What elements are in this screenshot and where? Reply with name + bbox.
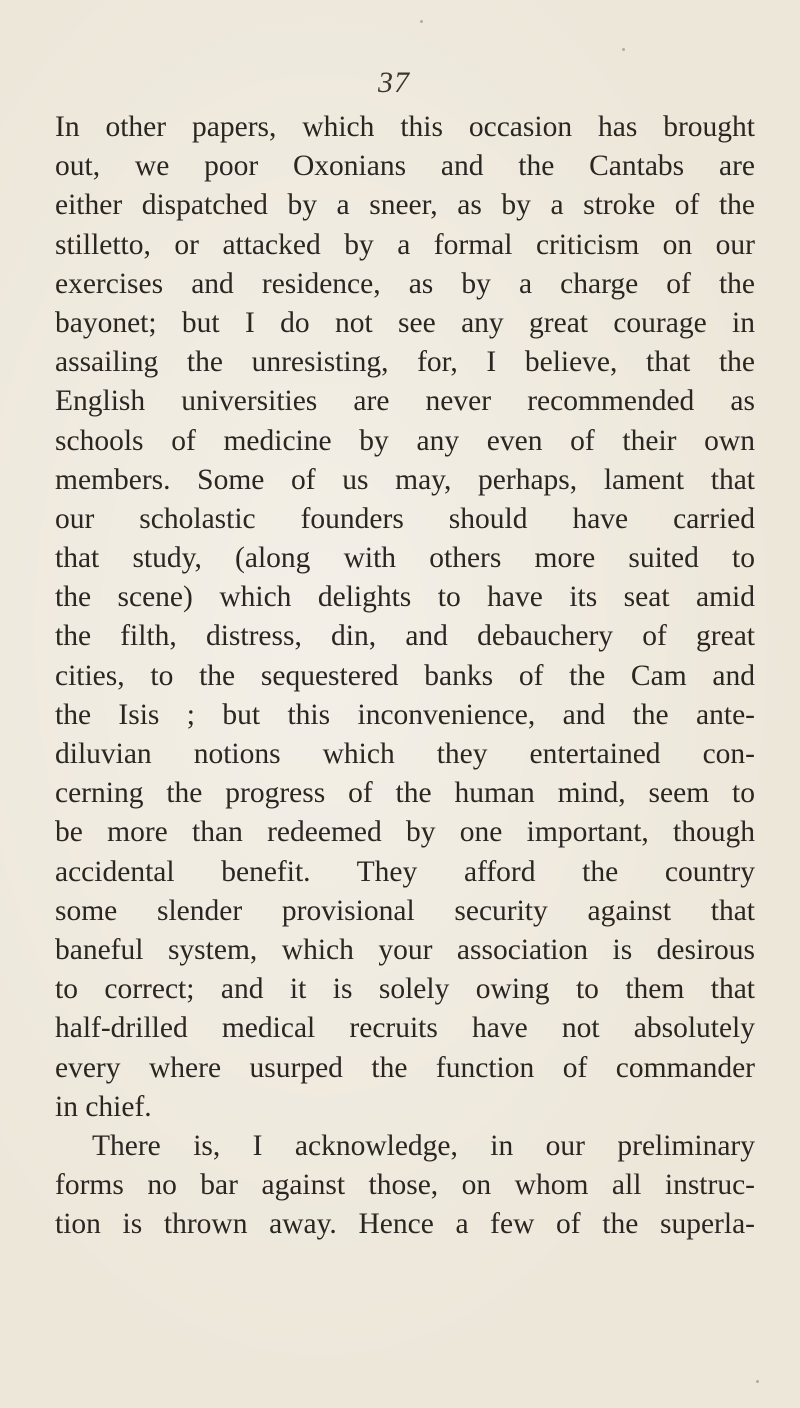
paper-speck [420, 20, 423, 23]
text-line: some slender provisional security against that [55, 894, 755, 927]
text-line: cities, to the sequestered banks of the Cam and [55, 659, 755, 692]
text-line: in chief. [55, 1090, 152, 1123]
text-line: exercises and residence, as by a charge of the [55, 267, 755, 300]
text-line: either dispatched by a sneer, as by a stroke of the [55, 189, 755, 222]
text-line: In other papers, which this occasion has brought [55, 111, 755, 143]
text-line: the filth, distress, din, and debauchery of great [55, 620, 755, 653]
text-line: the scene) which delights to have its seat amid [55, 581, 755, 614]
paper-speck [622, 48, 625, 51]
text-line: schools of medicine by any even of their own [55, 424, 755, 457]
text-line: be more than redeemed by one important, though [55, 816, 755, 849]
text-line: to correct; and it is solely owing to them that [55, 973, 755, 1006]
text-line: cerning the progress of the human mind, seem to [55, 777, 755, 810]
text-line: that study, (along with others more suited to [55, 542, 755, 575]
text-line: accidental benefit. They afford the country [55, 855, 755, 888]
text-line: out, we poor Oxonians and the Cantabs are [55, 150, 755, 183]
text-line: half-drilled medical recruits have not absolutely [55, 1012, 755, 1045]
page-number: 37 [378, 66, 410, 99]
text-line: the Isis ; but this inconvenience, and the ante- [55, 698, 755, 731]
text-line: tion is thrown away. Hence a few of the superla- [55, 1208, 755, 1241]
text-line: baneful system, which your association is desirous [55, 933, 755, 966]
text-line: every where usurped the function of commander [55, 1051, 755, 1084]
body-text [55, 108, 755, 1244]
text-line: diluvian notions which they entertained con- [55, 738, 755, 770]
text-line: members. Some of us may, perhaps, lament that [55, 463, 755, 496]
text-line: stilletto, or attacked by a formal criticism on our [55, 228, 755, 261]
text-line: forms no bar against those, on whom all instruc- [55, 1169, 755, 1202]
text-line: assailing the unresisting, for, I believe, that the [55, 346, 755, 379]
text-line: our scholastic founders should have carried [55, 502, 755, 535]
text-line: bayonet; but I do not see any great courage in [55, 306, 755, 339]
paper-speck [756, 1380, 759, 1383]
text-line: There is, I acknowledge, in our preliminary [92, 1129, 755, 1162]
text-line: English universities are never recommended as [55, 385, 755, 418]
